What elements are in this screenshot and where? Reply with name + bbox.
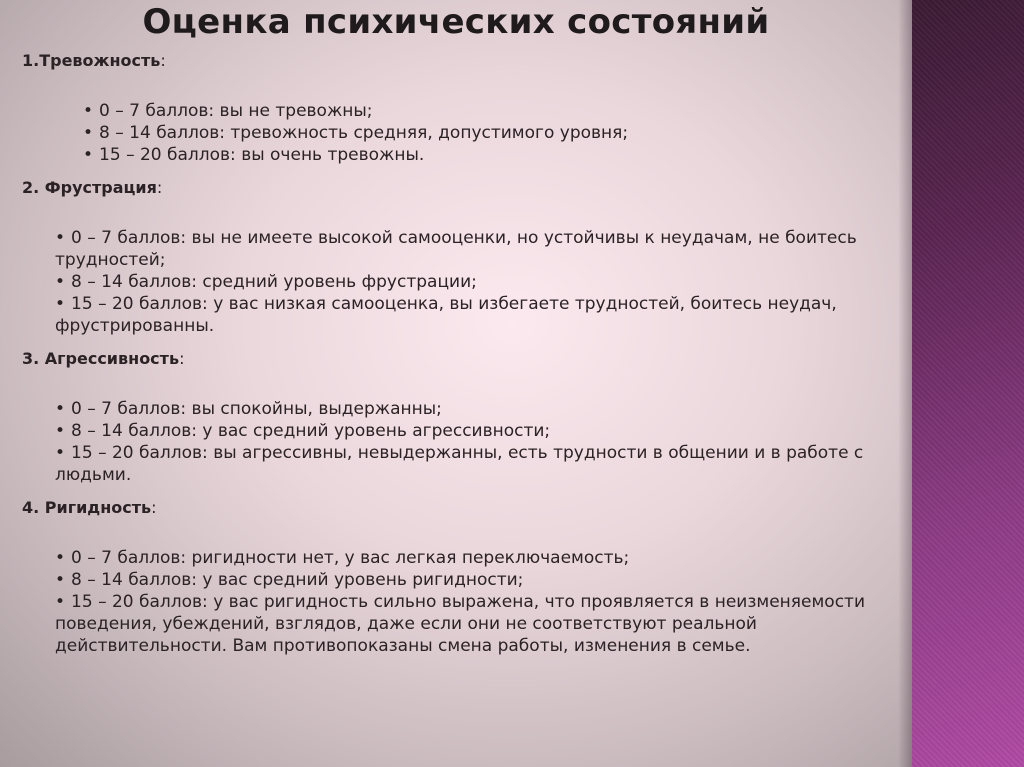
score-list xyxy=(83,100,892,166)
section-heading: 4. Ригидность xyxy=(22,498,152,517)
page-title: Оценка психических состояний xyxy=(142,2,770,42)
list-item: • 0 – 7 баллов: вы не тревожны; xyxy=(83,101,373,121)
list-item: • 15 – 20 баллов: вы очень тревожны. xyxy=(83,145,425,165)
list-item: • 8 – 14 баллов: тревожность средняя, допустимого уровня; xyxy=(83,123,629,143)
list-item: • 8 – 14 баллов: средний уровень фрустрации; xyxy=(55,272,477,292)
score-list xyxy=(55,547,892,657)
slide-content xyxy=(22,50,892,657)
section-heading: 3. Агрессивность xyxy=(22,349,180,368)
list-item: • 0 – 7 баллов: вы спокойны, выдержанны; xyxy=(55,399,442,419)
list-item: • 8 – 14 баллов: у вас средний уровень агрессивности; xyxy=(55,421,551,441)
list-item: • 8 – 14 баллов: у вас средний уровень ригидности; xyxy=(55,570,524,590)
list-item: • 15 – 20 баллов: вы агрессивны, невыдержанны, есть трудности в общении и в работе с людьми. xyxy=(55,443,864,485)
list-item: • 0 – 7 баллов: вы не имеете высокой самооценки, но устойчивы к неудачам, не боитесь трудностей; xyxy=(55,228,857,270)
section-rigidity: 4. Ригидность: • 0 – 7 баллов: ригидности нет, у вас легкая переключаемость; • 8 – 14 баллов: у вас средний уровень ригидности; • 15 – 20 баллов: у вас ригидность сильно выражена, что проявляется в неизменяемости поведения, убеждений, взглядов, даже если они не соответствуют реальной действительности. Вам противопоказаны смена работы, изменения в семье. xyxy=(22,497,892,657)
decorative-side-panel xyxy=(912,0,1024,767)
score-list xyxy=(55,398,892,486)
section-anxiety: 1.Тревожность: • 0 – 7 баллов: вы не тревожны; • 8 – 14 баллов: тревожность средняя, допустимого уровня; • 15 – 20 баллов: вы очень тревожны. xyxy=(22,50,892,166)
list-item: • 0 – 7 баллов: ригидности нет, у вас легкая переключаемость; xyxy=(55,548,630,568)
section-aggressiveness: 3. Агрессивность: • 0 – 7 баллов: вы спокойны, выдержанны; • 8 – 14 баллов: у вас средний уровень агрессивности; • 15 – 20 баллов: вы агрессивны, невыдержанны, есть трудности в общении и в работе с людьми. xyxy=(22,348,892,486)
list-item: • 15 – 20 баллов: у вас низкая самооценка, вы избегаете трудностей, боитесь неудач, фрустрированны. xyxy=(55,294,837,336)
list-item: • 15 – 20 баллов: у вас ригидность сильно выражена, что проявляется в неизменяемости поведения, убеждений, взглядов, даже если они не соответствуют реальной действительности. Вам противопоказаны смена работы, изменения в семье. xyxy=(55,592,865,656)
section-heading: 2. Фрустрация xyxy=(22,178,157,197)
score-list xyxy=(55,227,892,337)
section-heading: 1.Тревожность xyxy=(22,51,161,70)
section-frustration: 2. Фрустрация: • 0 – 7 баллов: вы не имеете высокой самооценки, но устойчивы к неудачам, не боитесь трудностей; • 8 – 14 баллов: средний уровень фрустрации; • 15 – 20 баллов: у вас низкая самооценка, вы избегаете трудностей, боитесь неудач, фрустрированны. xyxy=(22,177,892,337)
